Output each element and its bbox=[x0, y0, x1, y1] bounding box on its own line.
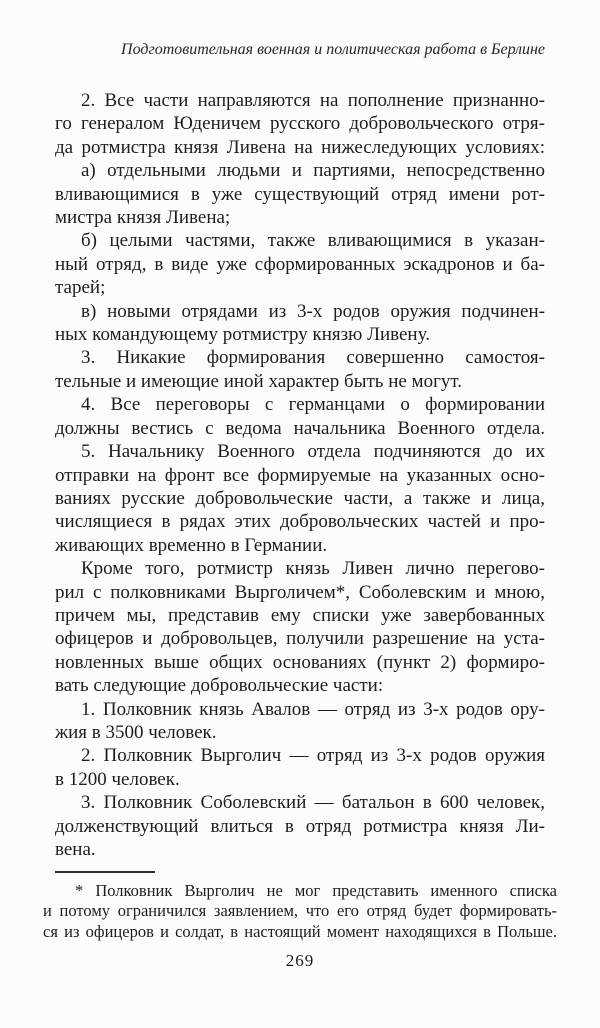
text-line: отправки на фронт все формируемые на указанных осно- bbox=[55, 464, 545, 486]
text-line: ваниях русские добровольческие части, а также и лица, bbox=[55, 487, 545, 509]
text-line: в 1200 человек. bbox=[55, 768, 180, 790]
text-line: 5. Начальнику Военного отдела подчиняются до их bbox=[81, 441, 545, 463]
text-line: мистра князя Ливена; bbox=[55, 207, 231, 229]
text-line: 2. Все части направляются на пополнение признанно- bbox=[81, 90, 545, 111]
text-line: должны вестись с ведома начальника Военного отдела. bbox=[55, 417, 545, 439]
text-line: ный отряд, в виде уже сформированных эскадронов и ба- bbox=[55, 253, 545, 275]
running-header: Подготовительная военная и политическая работа в Берлине bbox=[121, 41, 545, 58]
footnote-rule bbox=[55, 871, 155, 873]
text-line: го генералом Юденичем русского добровольческого отря- bbox=[55, 113, 545, 135]
text-line: тарей; bbox=[55, 277, 106, 299]
text-line: жия в 3500 человек. bbox=[55, 721, 217, 743]
page-number: 269 bbox=[285, 951, 315, 970]
text-line: долженствующий влиться в отряд ротмистра князя Ли- bbox=[55, 815, 545, 837]
paragraph bbox=[55, 393, 545, 440]
text-line: вена. bbox=[55, 839, 96, 860]
text-line: 3. Никакие формирования совершенно самостоя- bbox=[81, 347, 545, 369]
text-line: живающих временно в Германии. bbox=[55, 534, 328, 556]
footnote-line: и потому ограничился заявлением, что его отряд будет формировать- bbox=[43, 901, 557, 921]
paragraph bbox=[55, 346, 545, 393]
footnote-line: ся из офицеров и солдат, в настоящий момент находящихся в Польше. bbox=[43, 921, 557, 941]
text-line: ных командующему ротмистру князю Ливену. bbox=[55, 324, 430, 346]
text-line: да ротмистра князя Ливена на нижеследующих условиях: bbox=[55, 136, 545, 158]
text-line: офицеров и добровольцев, получили разрешение на уста- bbox=[55, 628, 545, 650]
text-line: новленных выше общих основаниях (пункт 2) формиро- bbox=[55, 651, 545, 673]
footnote-line: * Полковник Вырголич не мог представить именного списка bbox=[75, 881, 557, 900]
text-line: а) отдельными людьми и партиями, непосредственно bbox=[81, 160, 545, 182]
text-line: числящиеся в рядах этих добровольческих частей и про- bbox=[55, 511, 545, 533]
paragraph bbox=[55, 744, 545, 791]
text-line: 1. Полковник князь Авалов — отряд из 3-х родов ору- bbox=[81, 698, 545, 720]
paragraph bbox=[55, 89, 545, 159]
paragraph bbox=[55, 159, 545, 229]
text-line: тельные и имеющие иной характер быть не могут. bbox=[55, 370, 462, 392]
text-line: причем мы, представив ему списки уже завербованных bbox=[55, 604, 545, 626]
text-line: Кроме того, ротмистр князь Ливен лично перегово- bbox=[81, 558, 545, 580]
paragraph bbox=[55, 557, 545, 697]
text-line: 4. Все переговоры с германцами о формировании bbox=[81, 394, 545, 416]
text-line: 3. Полковник Соболевский — батальон в 600 человек, bbox=[81, 792, 545, 814]
body-text bbox=[55, 89, 545, 861]
text-line: в) новыми отрядами из 3-х родов оружия подчинен- bbox=[81, 300, 545, 322]
paragraph bbox=[55, 440, 545, 557]
paragraph bbox=[55, 791, 545, 861]
text-line: 2. Полковник Вырголич — отряд из 3-х родов оружия bbox=[81, 745, 545, 767]
text-line: вать следующие добровольческие части: bbox=[55, 675, 384, 697]
footnote bbox=[43, 881, 557, 942]
text-line: рил с полковниками Вырголичем*, Соболевским и мною, bbox=[55, 581, 545, 603]
text-line: вливающимися в уже существующий отряд имени рот- bbox=[55, 183, 545, 205]
text-line: б) целыми частями, также вливающимися в указан- bbox=[81, 230, 545, 252]
paragraph bbox=[55, 300, 545, 347]
paragraph bbox=[55, 698, 545, 745]
paragraph bbox=[55, 229, 545, 299]
